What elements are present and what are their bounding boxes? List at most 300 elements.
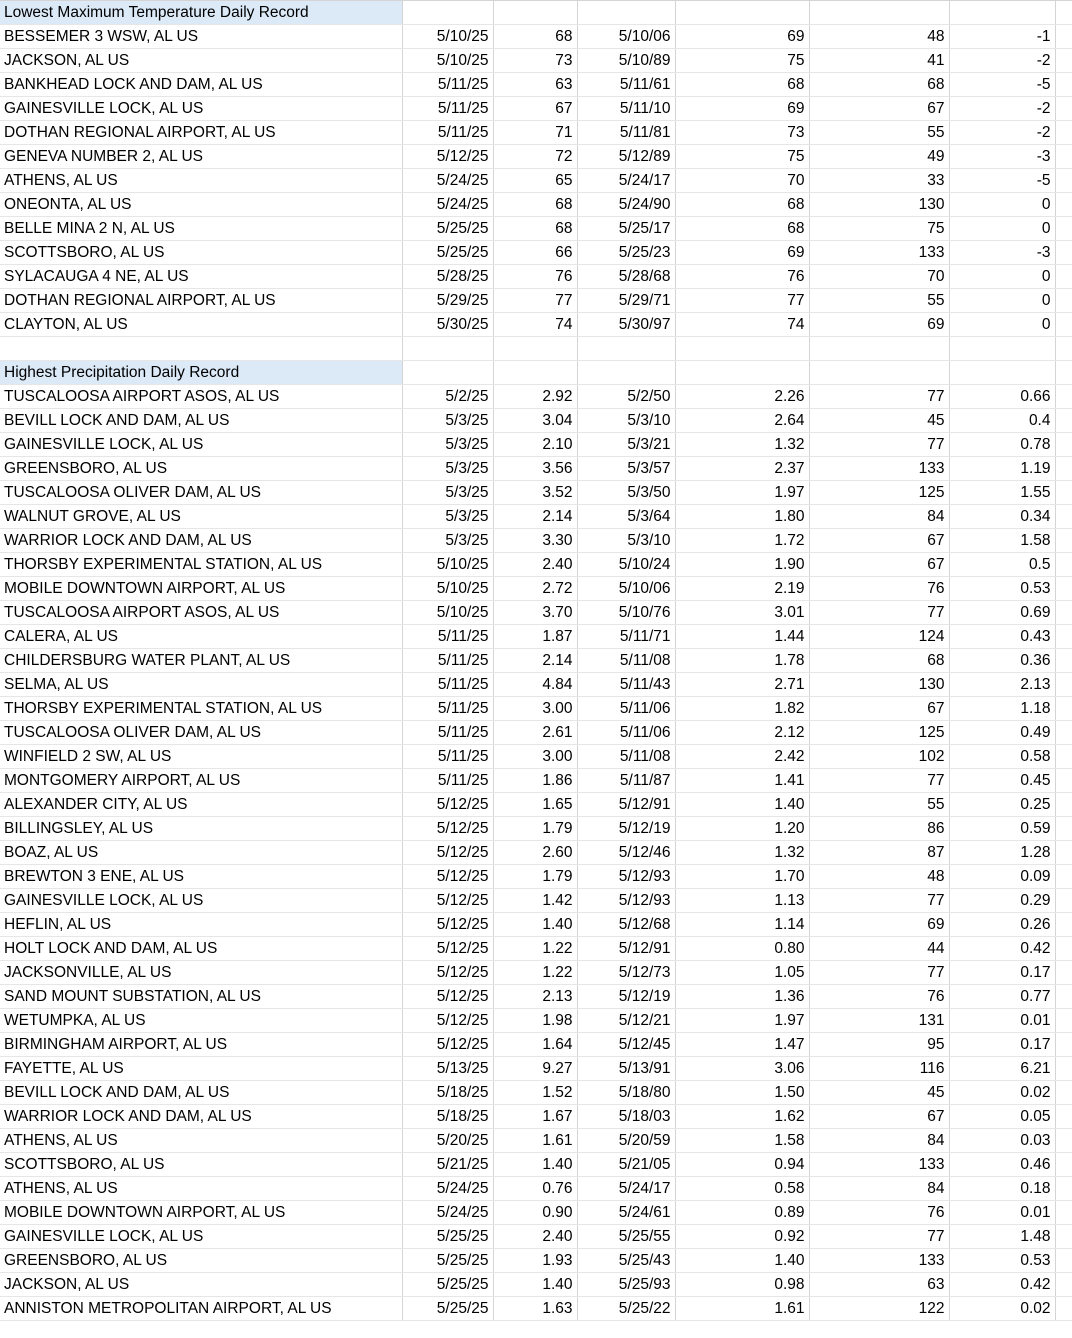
years-cell[interactable]: 67 [809,697,949,721]
empty-cell[interactable] [1055,1273,1072,1297]
record-date-cell[interactable]: 5/10/89 [577,49,675,73]
date-cell[interactable]: 5/12/25 [402,145,493,169]
station-name-cell[interactable]: TUSCALOOSA OLIVER DAM, AL US [0,721,402,745]
years-cell[interactable]: 125 [809,721,949,745]
record-date-cell[interactable]: 5/12/91 [577,937,675,961]
value-cell[interactable]: 1.64 [493,1033,577,1057]
empty-cell[interactable] [1055,433,1072,457]
station-name-cell[interactable]: WETUMPKA, AL US [0,1009,402,1033]
empty-cell[interactable] [0,337,402,361]
empty-cell[interactable] [1055,697,1072,721]
record-value-cell[interactable]: 2.71 [675,673,809,697]
record-date-cell[interactable]: 5/25/23 [577,241,675,265]
station-name-cell[interactable]: SCOTTSBORO, AL US [0,241,402,265]
value-cell[interactable]: 3.00 [493,745,577,769]
value-cell[interactable]: 4.84 [493,673,577,697]
difference-cell[interactable]: 0.77 [949,985,1055,1009]
station-name-cell[interactable]: WINFIELD 2 SW, AL US [0,745,402,769]
record-value-cell[interactable]: 1.50 [675,1081,809,1105]
record-date-cell[interactable]: 5/12/19 [577,817,675,841]
empty-cell[interactable] [1055,961,1072,985]
station-name-cell[interactable]: GAINESVILLE LOCK, AL US [0,889,402,913]
station-name-cell[interactable]: JACKSON, AL US [0,49,402,73]
difference-cell[interactable]: 0.18 [949,1177,1055,1201]
value-cell[interactable]: 68 [493,193,577,217]
record-date-cell[interactable]: 5/13/91 [577,1057,675,1081]
record-date-cell[interactable]: 5/3/21 [577,433,675,457]
date-cell[interactable]: 5/11/25 [402,625,493,649]
record-value-cell[interactable]: 1.62 [675,1105,809,1129]
record-date-cell[interactable]: 5/12/73 [577,961,675,985]
date-cell[interactable]: 5/25/25 [402,1297,493,1321]
station-name-cell[interactable]: BIRMINGHAM AIRPORT, AL US [0,1033,402,1057]
station-name-cell[interactable]: FAYETTE, AL US [0,1057,402,1081]
station-name-cell[interactable]: BOAZ, AL US [0,841,402,865]
difference-cell[interactable]: 0.59 [949,817,1055,841]
empty-cell[interactable] [1055,1201,1072,1225]
record-date-cell[interactable]: 5/10/76 [577,601,675,625]
date-cell[interactable]: 5/11/25 [402,121,493,145]
record-date-cell[interactable]: 5/28/68 [577,265,675,289]
difference-cell[interactable]: 1.55 [949,481,1055,505]
years-cell[interactable]: 125 [809,481,949,505]
value-cell[interactable]: 2.72 [493,577,577,601]
empty-cell[interactable] [1055,769,1072,793]
years-cell[interactable]: 84 [809,1129,949,1153]
difference-cell[interactable]: 0.53 [949,1249,1055,1273]
date-cell[interactable]: 5/11/25 [402,769,493,793]
difference-cell[interactable]: 0 [949,217,1055,241]
value-cell[interactable]: 2.13 [493,985,577,1009]
value-cell[interactable]: 3.56 [493,457,577,481]
section-title[interactable]: Highest Precipitation Daily Record [0,361,402,385]
empty-cell[interactable] [1055,481,1072,505]
years-cell[interactable]: 122 [809,1297,949,1321]
station-name-cell[interactable]: HOLT LOCK AND DAM, AL US [0,937,402,961]
record-value-cell[interactable]: 0.80 [675,937,809,961]
value-cell[interactable]: 1.79 [493,865,577,889]
record-value-cell[interactable]: 3.01 [675,601,809,625]
years-cell[interactable]: 49 [809,145,949,169]
record-value-cell[interactable]: 0.98 [675,1273,809,1297]
years-cell[interactable]: 41 [809,49,949,73]
years-cell[interactable]: 67 [809,553,949,577]
years-cell[interactable]: 133 [809,241,949,265]
station-name-cell[interactable]: TUSCALOOSA OLIVER DAM, AL US [0,481,402,505]
years-cell[interactable]: 130 [809,673,949,697]
station-name-cell[interactable]: DOTHAN REGIONAL AIRPORT, AL US [0,121,402,145]
record-date-cell[interactable]: 5/30/97 [577,313,675,337]
difference-cell[interactable]: 0.01 [949,1009,1055,1033]
record-value-cell[interactable]: 68 [675,73,809,97]
years-cell[interactable]: 44 [809,937,949,961]
date-cell[interactable]: 5/3/25 [402,529,493,553]
record-value-cell[interactable]: 1.13 [675,889,809,913]
empty-cell[interactable] [577,361,675,385]
value-cell[interactable]: 2.40 [493,553,577,577]
value-cell[interactable]: 1.93 [493,1249,577,1273]
years-cell[interactable]: 131 [809,1009,949,1033]
date-cell[interactable]: 5/25/25 [402,1225,493,1249]
empty-cell[interactable] [1055,1153,1072,1177]
record-value-cell[interactable]: 3.06 [675,1057,809,1081]
record-value-cell[interactable]: 69 [675,97,809,121]
station-name-cell[interactable]: SYLACAUGA 4 NE, AL US [0,265,402,289]
record-date-cell[interactable]: 5/11/71 [577,625,675,649]
record-date-cell[interactable]: 5/25/55 [577,1225,675,1249]
empty-cell[interactable] [1055,241,1072,265]
date-cell[interactable]: 5/12/25 [402,985,493,1009]
record-value-cell[interactable]: 1.78 [675,649,809,673]
value-cell[interactable]: 66 [493,241,577,265]
value-cell[interactable]: 3.04 [493,409,577,433]
difference-cell[interactable]: 0.36 [949,649,1055,673]
record-value-cell[interactable]: 1.14 [675,913,809,937]
station-name-cell[interactable]: DOTHAN REGIONAL AIRPORT, AL US [0,289,402,313]
value-cell[interactable]: 2.61 [493,721,577,745]
difference-cell[interactable]: 6.21 [949,1057,1055,1081]
empty-cell[interactable] [402,1,493,25]
value-cell[interactable]: 67 [493,97,577,121]
record-date-cell[interactable]: 5/21/05 [577,1153,675,1177]
value-cell[interactable]: 3.30 [493,529,577,553]
date-cell[interactable]: 5/30/25 [402,313,493,337]
date-cell[interactable]: 5/3/25 [402,433,493,457]
value-cell[interactable]: 1.79 [493,817,577,841]
station-name-cell[interactable]: BANKHEAD LOCK AND DAM, AL US [0,73,402,97]
value-cell[interactable]: 3.52 [493,481,577,505]
empty-cell[interactable] [493,337,577,361]
difference-cell[interactable]: 0.03 [949,1129,1055,1153]
station-name-cell[interactable]: MOBILE DOWNTOWN AIRPORT, AL US [0,577,402,601]
date-cell[interactable]: 5/24/25 [402,169,493,193]
empty-cell[interactable] [1055,793,1072,817]
difference-cell[interactable]: 0.25 [949,793,1055,817]
date-cell[interactable]: 5/3/25 [402,457,493,481]
empty-cell[interactable] [1055,1105,1072,1129]
empty-cell[interactable] [1055,313,1072,337]
empty-cell[interactable] [1055,601,1072,625]
years-cell[interactable]: 67 [809,1105,949,1129]
difference-cell[interactable]: 0.26 [949,913,1055,937]
station-name-cell[interactable]: GREENSBORO, AL US [0,1249,402,1273]
empty-cell[interactable] [1055,841,1072,865]
difference-cell[interactable]: 0.34 [949,505,1055,529]
station-name-cell[interactable]: GENEVA NUMBER 2, AL US [0,145,402,169]
date-cell[interactable]: 5/24/25 [402,1201,493,1225]
record-date-cell[interactable]: 5/11/43 [577,673,675,697]
empty-cell[interactable] [1055,25,1072,49]
years-cell[interactable]: 87 [809,841,949,865]
years-cell[interactable]: 77 [809,961,949,985]
empty-cell[interactable] [1055,409,1072,433]
station-name-cell[interactable]: THORSBY EXPERIMENTAL STATION, AL US [0,553,402,577]
record-value-cell[interactable]: 0.58 [675,1177,809,1201]
value-cell[interactable]: 3.00 [493,697,577,721]
record-value-cell[interactable]: 74 [675,313,809,337]
station-name-cell[interactable]: BELLE MINA 2 N, AL US [0,217,402,241]
empty-cell[interactable] [1055,1225,1072,1249]
empty-cell[interactable] [1055,337,1072,361]
record-date-cell[interactable]: 5/3/64 [577,505,675,529]
record-date-cell[interactable]: 5/2/50 [577,385,675,409]
record-date-cell[interactable]: 5/11/08 [577,745,675,769]
date-cell[interactable]: 5/11/25 [402,673,493,697]
empty-cell[interactable] [1055,649,1072,673]
record-value-cell[interactable]: 1.32 [675,433,809,457]
record-date-cell[interactable]: 5/11/87 [577,769,675,793]
empty-cell[interactable] [1055,1129,1072,1153]
record-value-cell[interactable]: 1.40 [675,1249,809,1273]
difference-cell[interactable]: 0.45 [949,769,1055,793]
record-value-cell[interactable]: 1.90 [675,553,809,577]
date-cell[interactable]: 5/21/25 [402,1153,493,1177]
record-date-cell[interactable]: 5/3/50 [577,481,675,505]
value-cell[interactable]: 2.14 [493,505,577,529]
value-cell[interactable]: 1.22 [493,961,577,985]
difference-cell[interactable]: 0 [949,289,1055,313]
station-name-cell[interactable]: BREWTON 3 ENE, AL US [0,865,402,889]
years-cell[interactable]: 77 [809,769,949,793]
date-cell[interactable]: 5/11/25 [402,745,493,769]
difference-cell[interactable]: 1.58 [949,529,1055,553]
record-date-cell[interactable]: 5/11/06 [577,721,675,745]
years-cell[interactable]: 68 [809,649,949,673]
record-date-cell[interactable]: 5/25/93 [577,1273,675,1297]
record-date-cell[interactable]: 5/24/17 [577,169,675,193]
record-value-cell[interactable]: 69 [675,241,809,265]
value-cell[interactable]: 1.61 [493,1129,577,1153]
station-name-cell[interactable]: ATHENS, AL US [0,1129,402,1153]
difference-cell[interactable]: 0.49 [949,721,1055,745]
record-date-cell[interactable]: 5/12/46 [577,841,675,865]
difference-cell[interactable]: 0.01 [949,1201,1055,1225]
years-cell[interactable]: 77 [809,601,949,625]
record-date-cell[interactable]: 5/12/91 [577,793,675,817]
value-cell[interactable]: 2.60 [493,841,577,865]
date-cell[interactable]: 5/10/25 [402,553,493,577]
difference-cell[interactable]: 0.09 [949,865,1055,889]
station-name-cell[interactable]: WALNUT GROVE, AL US [0,505,402,529]
date-cell[interactable]: 5/29/25 [402,289,493,313]
difference-cell[interactable]: -2 [949,121,1055,145]
empty-cell[interactable] [1055,1177,1072,1201]
empty-cell[interactable] [1055,529,1072,553]
value-cell[interactable]: 1.40 [493,913,577,937]
years-cell[interactable]: 77 [809,1225,949,1249]
station-name-cell[interactable]: CLAYTON, AL US [0,313,402,337]
empty-cell[interactable] [493,361,577,385]
value-cell[interactable]: 1.22 [493,937,577,961]
empty-cell[interactable] [1055,625,1072,649]
value-cell[interactable]: 9.27 [493,1057,577,1081]
years-cell[interactable]: 55 [809,793,949,817]
date-cell[interactable]: 5/12/25 [402,841,493,865]
record-value-cell[interactable]: 1.70 [675,865,809,889]
value-cell[interactable]: 63 [493,73,577,97]
date-cell[interactable]: 5/10/25 [402,601,493,625]
difference-cell[interactable]: 0 [949,265,1055,289]
value-cell[interactable]: 2.92 [493,385,577,409]
date-cell[interactable]: 5/11/25 [402,721,493,745]
station-name-cell[interactable]: SELMA, AL US [0,673,402,697]
empty-cell[interactable] [1055,985,1072,1009]
value-cell[interactable]: 68 [493,217,577,241]
years-cell[interactable]: 69 [809,913,949,937]
value-cell[interactable]: 65 [493,169,577,193]
value-cell[interactable]: 2.10 [493,433,577,457]
record-value-cell[interactable]: 77 [675,289,809,313]
record-date-cell[interactable]: 5/20/59 [577,1129,675,1153]
record-value-cell[interactable]: 1.20 [675,817,809,841]
value-cell[interactable]: 1.86 [493,769,577,793]
value-cell[interactable]: 1.98 [493,1009,577,1033]
record-value-cell[interactable]: 70 [675,169,809,193]
record-date-cell[interactable]: 5/10/06 [577,25,675,49]
years-cell[interactable]: 48 [809,25,949,49]
record-date-cell[interactable]: 5/11/06 [577,697,675,721]
record-date-cell[interactable]: 5/29/71 [577,289,675,313]
record-date-cell[interactable]: 5/24/17 [577,1177,675,1201]
station-name-cell[interactable]: MOBILE DOWNTOWN AIRPORT, AL US [0,1201,402,1225]
record-value-cell[interactable]: 2.26 [675,385,809,409]
record-value-cell[interactable]: 1.72 [675,529,809,553]
record-value-cell[interactable]: 1.97 [675,1009,809,1033]
value-cell[interactable]: 76 [493,265,577,289]
record-value-cell[interactable]: 75 [675,49,809,73]
station-name-cell[interactable]: TUSCALOOSA AIRPORT ASOS, AL US [0,601,402,625]
station-name-cell[interactable]: GAINESVILLE LOCK, AL US [0,1225,402,1249]
record-value-cell[interactable]: 1.80 [675,505,809,529]
station-name-cell[interactable]: ANNISTON METROPOLITAN AIRPORT, AL US [0,1297,402,1321]
date-cell[interactable]: 5/3/25 [402,409,493,433]
empty-cell[interactable] [1055,145,1072,169]
empty-cell[interactable] [675,337,809,361]
record-value-cell[interactable]: 1.97 [675,481,809,505]
difference-cell[interactable]: 2.13 [949,673,1055,697]
value-cell[interactable]: 1.40 [493,1153,577,1177]
section-title[interactable]: Lowest Maximum Temperature Daily Record [0,1,402,25]
station-name-cell[interactable]: BEVILL LOCK AND DAM, AL US [0,1081,402,1105]
difference-cell[interactable]: -3 [949,145,1055,169]
record-date-cell[interactable]: 5/10/06 [577,577,675,601]
difference-cell[interactable]: 0.53 [949,577,1055,601]
value-cell[interactable]: 1.52 [493,1081,577,1105]
record-date-cell[interactable]: 5/12/93 [577,865,675,889]
station-name-cell[interactable]: SCOTTSBORO, AL US [0,1153,402,1177]
record-value-cell[interactable]: 68 [675,217,809,241]
station-name-cell[interactable]: BEVILL LOCK AND DAM, AL US [0,409,402,433]
record-value-cell[interactable]: 1.40 [675,793,809,817]
years-cell[interactable]: 76 [809,985,949,1009]
record-date-cell[interactable]: 5/12/21 [577,1009,675,1033]
value-cell[interactable]: 1.40 [493,1273,577,1297]
date-cell[interactable]: 5/11/25 [402,649,493,673]
station-name-cell[interactable]: WARRIOR LOCK AND DAM, AL US [0,1105,402,1129]
years-cell[interactable]: 102 [809,745,949,769]
date-cell[interactable]: 5/12/25 [402,937,493,961]
date-cell[interactable]: 5/12/25 [402,1009,493,1033]
record-date-cell[interactable]: 5/3/10 [577,529,675,553]
record-date-cell[interactable]: 5/11/81 [577,121,675,145]
record-date-cell[interactable]: 5/18/80 [577,1081,675,1105]
record-value-cell[interactable]: 69 [675,25,809,49]
value-cell[interactable]: 77 [493,289,577,313]
years-cell[interactable]: 70 [809,265,949,289]
date-cell[interactable]: 5/10/25 [402,49,493,73]
difference-cell[interactable]: 0.4 [949,409,1055,433]
value-cell[interactable]: 1.63 [493,1297,577,1321]
date-cell[interactable]: 5/12/25 [402,913,493,937]
empty-cell[interactable] [1055,193,1072,217]
station-name-cell[interactable]: MONTGOMERY AIRPORT, AL US [0,769,402,793]
station-name-cell[interactable]: ALEXANDER CITY, AL US [0,793,402,817]
empty-cell[interactable] [1055,385,1072,409]
empty-cell[interactable] [1055,289,1072,313]
empty-cell[interactable] [949,361,1055,385]
empty-cell[interactable] [1055,817,1072,841]
date-cell[interactable]: 5/12/25 [402,1033,493,1057]
empty-cell[interactable] [402,361,493,385]
years-cell[interactable]: 130 [809,193,949,217]
record-date-cell[interactable]: 5/12/19 [577,985,675,1009]
empty-cell[interactable] [1055,361,1072,385]
difference-cell[interactable]: -2 [949,49,1055,73]
difference-cell[interactable]: 0.42 [949,1273,1055,1297]
value-cell[interactable]: 0.76 [493,1177,577,1201]
station-name-cell[interactable]: CALERA, AL US [0,625,402,649]
empty-cell[interactable] [1055,169,1072,193]
years-cell[interactable]: 55 [809,121,949,145]
station-name-cell[interactable]: BILLINGSLEY, AL US [0,817,402,841]
value-cell[interactable]: 2.14 [493,649,577,673]
record-value-cell[interactable]: 2.37 [675,457,809,481]
record-date-cell[interactable]: 5/25/43 [577,1249,675,1273]
date-cell[interactable]: 5/28/25 [402,265,493,289]
record-value-cell[interactable]: 75 [675,145,809,169]
value-cell[interactable]: 68 [493,25,577,49]
difference-cell[interactable]: 0.17 [949,961,1055,985]
record-date-cell[interactable]: 5/3/10 [577,409,675,433]
empty-cell[interactable] [1055,73,1072,97]
value-cell[interactable]: 3.70 [493,601,577,625]
record-date-cell[interactable]: 5/24/90 [577,193,675,217]
empty-cell[interactable] [402,337,493,361]
empty-cell[interactable] [1055,937,1072,961]
empty-cell[interactable] [1055,553,1072,577]
difference-cell[interactable]: 0.69 [949,601,1055,625]
record-value-cell[interactable]: 1.32 [675,841,809,865]
years-cell[interactable]: 77 [809,433,949,457]
years-cell[interactable]: 84 [809,1177,949,1201]
value-cell[interactable]: 0.90 [493,1201,577,1225]
empty-cell[interactable] [577,1,675,25]
years-cell[interactable]: 48 [809,865,949,889]
value-cell[interactable]: 1.87 [493,625,577,649]
empty-cell[interactable] [1055,1033,1072,1057]
years-cell[interactable]: 63 [809,1273,949,1297]
date-cell[interactable]: 5/12/25 [402,865,493,889]
years-cell[interactable]: 124 [809,625,949,649]
empty-cell[interactable] [577,337,675,361]
empty-cell[interactable] [1055,265,1072,289]
difference-cell[interactable]: -2 [949,97,1055,121]
record-date-cell[interactable]: 5/18/03 [577,1105,675,1129]
date-cell[interactable]: 5/3/25 [402,481,493,505]
station-name-cell[interactable]: JACKSONVILLE, AL US [0,961,402,985]
difference-cell[interactable]: -5 [949,169,1055,193]
record-date-cell[interactable]: 5/10/24 [577,553,675,577]
